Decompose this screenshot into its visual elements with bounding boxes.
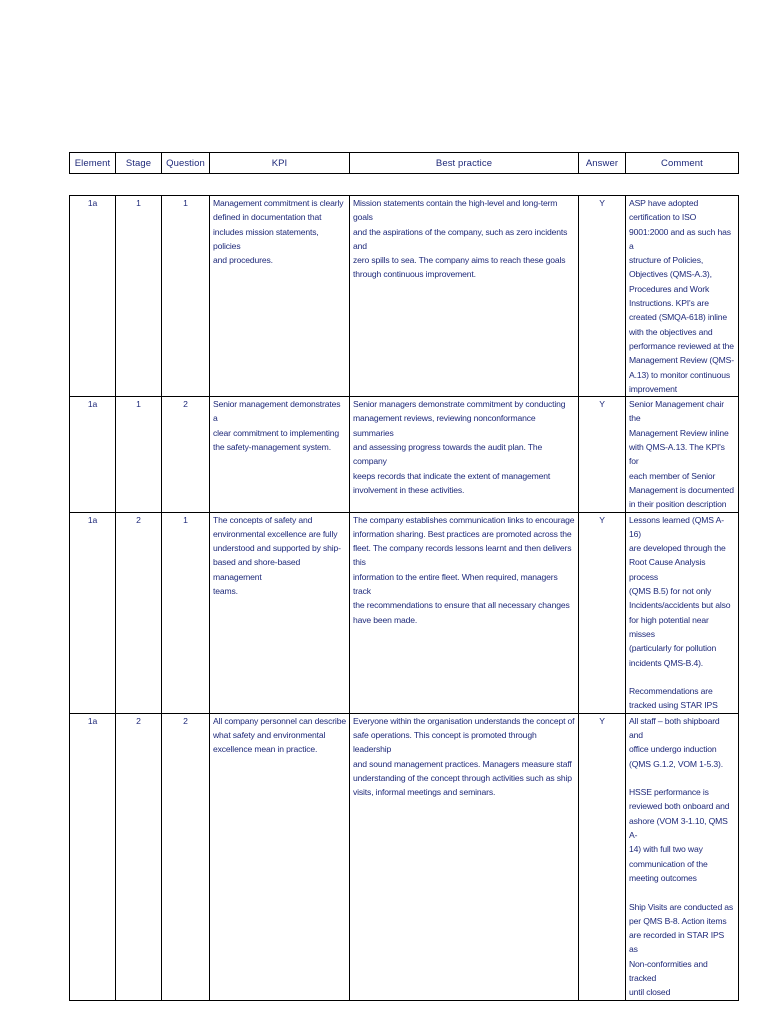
cell-answer: Y (579, 713, 626, 1000)
cell-comment: Lessons learned (QMS A-16) are developed through the Root Cause Analysis process (QMS B.5) for not only Incidents/accidents but also for high potential near misses (particularly for pollution incidents QMS-B.4). Recommendations are tracked using STAR IPS (626, 512, 739, 713)
header-stage: Stage (116, 153, 162, 174)
cell-stage: 2 (116, 713, 162, 1000)
cell-element: 1a (70, 196, 116, 397)
table-row (70, 196, 739, 397)
cell-answer: Y (579, 512, 626, 713)
cell-kpi: Management commitment is clearly defined in documentation that includes mission statements, policies and procedures. (210, 196, 350, 397)
cell-element: 1a (70, 512, 116, 713)
cell-kpi: All company personnel can describe what safety and environmental excellence mean in practice. (210, 713, 350, 1000)
header-row (70, 153, 739, 174)
cell-best-practice: The company establishes communication links to encourage information sharing. Best practices are promoted across the fleet. The company records lessons learnt and then delivers this information to the entire fleet. When required, managers track the recommendations to ensure that all necessary changes have been made. (350, 512, 579, 713)
header-element: Element (70, 153, 116, 174)
cell-question: 1 (162, 196, 210, 397)
cell-question: 2 (162, 397, 210, 512)
table-row (70, 512, 739, 713)
cell-best-practice: Mission statements contain the high-level and long-term goals and the aspirations of the company, such as zero incidents and zero spills to sea. The company aims to reach these goals through continuous improvement. (350, 196, 579, 397)
header-question: Question (162, 153, 210, 174)
cell-comment: ASP have adopted certification to ISO 9001:2000 and as such has a structure of Policies, Objectives (QMS-A.3), Procedures and Work Instructions. KPI's are created (SMQA-618) inline with the objectives and performance reviewed at the Management Review (QMS- A.13) to monitor continuous improvement (626, 196, 739, 397)
header-answer: Answer (579, 153, 626, 174)
cell-kpi: Senior management demonstrates a clear commitment to implementing the safety-management system. (210, 397, 350, 512)
cell-stage: 1 (116, 397, 162, 512)
cell-question: 1 (162, 512, 210, 713)
table-header (69, 152, 739, 174)
table-row (70, 397, 739, 512)
cell-element: 1a (70, 713, 116, 1000)
header-kpi: KPI (210, 153, 350, 174)
cell-best-practice: Senior managers demonstrate commitment by conducting management reviews, reviewing nonconformance summaries and assessing progress towards the audit plan. The company keeps records that indicate the extent of management involvement in these activities. (350, 397, 579, 512)
cell-stage: 2 (116, 512, 162, 713)
cell-kpi: The concepts of safety and environmental excellence are fully understood and supported by ship- based and shore-based management teams. (210, 512, 350, 713)
cell-best-practice: Everyone within the organisation understands the concept of safe operations. This concept is promoted through leadership and sound management practices. Managers measure staff understanding of the concept through activities such as ship visits, informal meetings and seminars. (350, 713, 579, 1000)
cell-comment: All staff – both shipboard and office undergo induction (QMS G.1.2, VOM 1-5.3). HSSE performance is reviewed both onboard and ashore (VOM 3-1.10, QMS A- 14) with full two way communication of the meeting outcomes Ship Visits are conducted as per QMS B-8. Action items are recorded in STAR IPS as Non-conformities and tracked until closed (626, 713, 739, 1000)
header-comment: Comment (626, 153, 739, 174)
cell-answer: Y (579, 397, 626, 512)
header-best-practice: Best practice (350, 153, 579, 174)
cell-question: 2 (162, 713, 210, 1000)
cell-stage: 1 (116, 196, 162, 397)
kpi-table (69, 195, 739, 1001)
table-row (70, 713, 739, 1000)
cell-element: 1a (70, 397, 116, 512)
cell-answer: Y (579, 196, 626, 397)
cell-comment: Senior Management chair the Management Review inline with QMS-A.13. The KPI's for each member of Senior Management is documented in their position description (626, 397, 739, 512)
